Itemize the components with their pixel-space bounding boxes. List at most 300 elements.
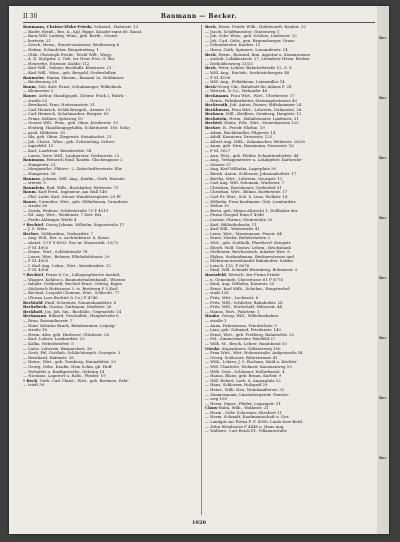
entry-details: , Frau Wirt., Lehrerin, Dahnastst. 26 — [228, 107, 302, 112]
entry-dash: — — [23, 29, 29, 34]
entry-details: anstalt, Lohkkastestr. 27, Liebahrer Herm. Becker — [210, 57, 310, 62]
entry-dash: — — [205, 328, 211, 333]
entry-details: straße 16 — [28, 328, 47, 333]
directory-entry — [23, 383, 198, 388]
entry-details: J. 5. Wins. — [28, 227, 48, 232]
entry-details: Ann, Wirt., geb. Pfeifer, Schmittendorfstr. 48 — [210, 153, 299, 158]
entry-surname: Beck — [205, 25, 216, 29]
entry-details: Helme, Schaufcher. Bergstrafeng. 1 — [28, 47, 99, 52]
entry-dash: — — [23, 103, 29, 108]
entry-details: straße 36 — [28, 204, 47, 209]
entry-details: , Gebhardine, Gerhardstr. 7 — [38, 231, 93, 236]
entry-dash: — — [205, 387, 211, 392]
entry-details: Bernhard, Hafenstr. 28 — [28, 355, 74, 360]
entry-details: , Joh. Anton, Diener, Stiftskammer 24 — [227, 103, 302, 108]
entry-details: Karl, Bibliotheksehr. 11 — [210, 222, 257, 227]
entry-dash: — — [205, 135, 211, 140]
entry-details: Henriette, Eisenstr. Kubbe 112 — [28, 61, 90, 66]
entry-details: Joh. Carl, Gebr., gen. Regensburger, Gram- — [210, 38, 296, 43]
entry-dash: — — [23, 337, 29, 342]
entry-surname: Bootzfeld — [205, 273, 226, 278]
entry-dash: — — [23, 149, 29, 154]
entry-details: Anna, geb. Dirn, Hausmann, Nesserstr. 16 — [210, 144, 294, 149]
entry-details: Joh. Christ., Wins., geb. Schwarting, Schrei- — [28, 139, 116, 144]
entry-surname: Beck — [205, 66, 216, 71]
entry-dash: — — [205, 38, 211, 43]
entry-details: Luise, Wirt., Marienmaur. Fenstr. 84 — [210, 231, 282, 236]
entry-dash: — — [205, 227, 211, 232]
entry-details: , Herm., Reisend, Ibm. Agentur u. Kommissions- — [215, 52, 312, 57]
entry-details: Fritz, Will., Schlotter, Bahnhofstr. 28 — [210, 300, 283, 305]
entry-dash: — — [205, 194, 211, 199]
entry-dash: — — [23, 70, 29, 75]
entry-details: Adam, Buchhändler, Pilgerstr. 14 — [210, 130, 276, 135]
entry-details: Elyksa, Seekaufmann, Berlinerstrasse und — [210, 254, 294, 259]
entry-dash: — — [23, 268, 29, 273]
entry-dash: — — [205, 374, 211, 379]
entry-dash: — — [23, 227, 29, 232]
entry-details: Gerh. Fel. Gottlieb, Schlächtergeh. Georgstr. 3 — [28, 351, 121, 356]
entry-dash: — — [23, 364, 29, 369]
entry-surname: Baum — [23, 84, 36, 89]
entry-surname: Beckholt — [23, 309, 43, 314]
entry-details: , Franz & Co., Lithographische Anstalt, — [43, 273, 121, 278]
entry-details: , Gustav, Gattmann, Marktstr. 26 — [46, 305, 112, 310]
entry-details: F 81 4903 — [28, 259, 49, 264]
entry-details: , Karl Ferd., Ingenieur, Am Wall 148 — [35, 190, 107, 195]
entry-details: F 81 3027 — [210, 149, 231, 154]
entry-surname: Bechtold — [23, 300, 43, 305]
entry-dash: — — [23, 172, 29, 176]
entry-details: Firma Gregorl Rum F 4946 — [210, 213, 264, 218]
entry-details: , Will., Beidlers, Gemberg, Hauptstr. 12 — [223, 112, 302, 117]
entry-dash: — — [205, 176, 211, 181]
entry-details: Christian, Bootsbauer, Gerberhof 31 — [210, 185, 282, 190]
entry-surname: * Bechtel — [23, 273, 44, 278]
entry-surname: Bauer — [23, 199, 37, 204]
entry-dash: — — [23, 38, 29, 43]
entry-details: Franz, Kellner, Spitzweg 10 — [28, 116, 83, 121]
entry-details: Lina, geb. Schmied, Friedenstr. 140 — [210, 328, 281, 333]
entry-details: Leisch. 115. F 8076 — [210, 263, 250, 268]
entry-dash: — — [205, 259, 211, 264]
entry-dash: — — [205, 222, 211, 227]
page-footer-year: 1920 — [192, 520, 206, 526]
edge-tab-label: Bec — [379, 336, 387, 340]
entry-details: , Herm., Bahnbeamter, Lindenstr. 31 — [226, 116, 299, 121]
entry-details: Fritz, Will., Wirtschaft, Hiltowstr. 44 — [210, 305, 283, 310]
entry-details: Berta, geb. Minna-Albrecht 1, Dollhaber der — [210, 208, 298, 213]
entry-dash: — — [205, 415, 211, 420]
entry-dash: — — [23, 263, 29, 268]
entry-details: Landgut zur Firma F. F. 4908, Lindo-Sarr-Bettl. — [210, 420, 304, 425]
entry-dash: — — [205, 305, 211, 310]
entry-dash: — — [205, 172, 211, 176]
entry-dash: — — [23, 98, 29, 103]
entry-details: gesd. Hilderstr. 28 — [28, 130, 65, 135]
entry-dash: — — [23, 204, 29, 209]
entry-dash: — — [23, 328, 29, 333]
entry-details: Heinr., Wirt., Schleifstraße 78 — [28, 250, 88, 255]
entry-surname: Beckhusen — [205, 107, 229, 112]
entry-dash: — — [205, 355, 211, 360]
entry-dash: — — [205, 57, 211, 62]
entry-dash: — — [205, 369, 211, 374]
entry-dash: — — [23, 167, 29, 172]
entry-details: sterstr. 5 — [28, 181, 46, 186]
entry-details: Ed. Ang. Wirt., Weidenstr. 7 Zett. Bei — [28, 213, 102, 218]
entry-details: straße 23 — [28, 98, 47, 103]
entry-dash: — — [23, 34, 29, 39]
entry-details: Emil, Will. Schmidt Wermberg, Bohnenstr. 5 — [210, 268, 298, 273]
entry-details: Aug., Verlagsmeister u. Lokalgeber. Karlsruhe- — [210, 158, 303, 163]
entry-details: Ferdu Aldringer Werfe 4 — [28, 217, 77, 222]
entry-surname: Beck — [205, 52, 216, 57]
entry-details: Karl Will., Seliner, Buchhdlr. Kleistestr. 21 — [28, 66, 112, 71]
entry-dash: — — [205, 236, 211, 241]
entry-details: Heinr., Wirt., geb. Tornberg, Hannefelstr. 29 — [28, 360, 116, 365]
entry-dash: — — [205, 208, 211, 213]
entry-dash: — — [205, 80, 211, 85]
entry-details: , Wirtsch. der Firma Friedr. — [225, 273, 281, 278]
entry-details: straße 1 — [210, 319, 227, 323]
entry-dash: — — [205, 98, 211, 103]
entry-details: Albert Aug. Wilh., Zahnmacher, Weilerstr. 26/28 — [210, 139, 305, 144]
entry-dash: — — [205, 410, 211, 415]
entry-dash: — — [23, 112, 29, 117]
entry-surname: Gieske — [205, 346, 220, 351]
entry-details: Margarethe, Plätter-: 2. Zeitschriftvertretr. Ehr. — [28, 167, 123, 172]
page-title: Baumann — Becker. — [160, 13, 238, 20]
entry-dash: — — [205, 43, 211, 48]
entry-details: , Georg Johann, Wilhelm, Sägerstraße 17 — [43, 222, 125, 227]
entry-details: weg 100 — [210, 397, 227, 402]
entry-details: , Seh. Kalv. Ernst, Schulmauger, Wilhelmsh. — [35, 84, 123, 89]
entry-details: Joh. Schr. Wins., geb. Schloss, Lindenstr. 12 — [210, 34, 297, 39]
entry-dash: — — [205, 29, 211, 34]
entry-dash: — — [23, 61, 29, 66]
entry-surname: Becksen — [205, 112, 224, 117]
page-header — [23, 12, 375, 22]
edge-tab-label: Bec — [379, 36, 387, 40]
entry-dash: — — [205, 309, 211, 314]
entry-dash: — — [205, 181, 211, 186]
entry-surname: Beckstein — [205, 116, 227, 121]
entry-details: Wirtsch. & Co., Verkaufer 48 — [210, 89, 268, 94]
entry-details: Will. Aug., Buchdr., Seebüstelwegstr. 48 — [210, 70, 290, 75]
entry-details: trieft 39 — [28, 383, 45, 388]
directory-entry — [205, 429, 375, 434]
entry-dash: — — [205, 89, 211, 94]
entry-details: Ida, geb. Ohne, Ziegenstr. Steinbachst. 21 — [28, 135, 112, 140]
entry-details: Bernhard, Frau, Heiteranetstr. 31 — [28, 103, 95, 108]
entry-details: Sächsisch Hofstrasse 3. ts. Breitweg F 5 Karl — [28, 286, 118, 291]
entry-details: (Ferma Loss Bechtel & Co.) F 4746 — [28, 296, 98, 301]
entry-dash: — — [205, 217, 211, 222]
entry-dash: — — [23, 153, 29, 158]
entry-details: Heinr., Fahrikarbeiter, Steinenpfostenwe 40 — [210, 98, 297, 103]
entry-surname: Baumann, Christa-Elsbe-Frieda — [23, 25, 92, 29]
entry-details: Zimmermann, Linzenbergerstr. Fenster- — [210, 392, 290, 397]
entry-details: Ibsen, Guth, Spinnert, Lomanderstr. 14 — [210, 47, 288, 52]
entry-dash: — — [23, 236, 29, 241]
entry-details: Wagner, Kohlen u. Baumaterialienhandl., Wurzen — [28, 277, 126, 282]
entry-details: Frau Wirt., Wirt. Hohenstraße, Aufgestraße 54 — [210, 351, 303, 356]
entry-details: -Holm, Wilh., Wolkestr. 21 — [217, 406, 269, 411]
entry-dash: — — [205, 231, 211, 236]
entry-details: Aug. Karl Wilhelm, Lagerplatz 50 — [210, 167, 277, 172]
entry-dash: — — [205, 392, 211, 397]
entry-details: Wilh. M., Bruch, Lehrer, Raninbund 10 — [210, 341, 287, 346]
entry-details: Walbers, Curt Reich Pf., Villanurstraße — [210, 429, 287, 434]
edge-tab-label: Bec — [379, 456, 387, 460]
entry-dash: — — [205, 296, 211, 301]
entry-details: Hedwig, Handlungsgehilfin, Schleitorstr. 185. Ecke — [28, 126, 130, 131]
entry-dash: — — [23, 332, 29, 337]
entry-details: Wilh. Gest., Schlosser, Hollerbastst. 4 — [210, 369, 285, 374]
entry-dash: — — [205, 351, 211, 356]
entry-details: Aug. Will., Bot. u. Architekturst. 8, Rosat. — [28, 236, 111, 241]
entry-details: , Emma, Hausm., Bauamt 2a, Holdiniser — [44, 75, 124, 80]
entry-details: Georg, Gebr., Kaufm. Hein Schm. gb. Hoff. — [28, 364, 113, 369]
entry-dash: — — [205, 268, 211, 273]
entry-details: Hungerstr. 21 — [28, 162, 56, 167]
entry-details: Carl Aug. Will. Schoman, Winterstr. 7 — [210, 181, 285, 186]
entry-details: Herm. Mgwr., Pfeifer, Leipzigstr. 31 — [210, 401, 281, 406]
entry-details: , Peter, Lehrer, Bahnhofstraße 12, S. 8 — [215, 66, 292, 71]
entry-details: , B., Friedr. Ehrhm. 19 — [220, 126, 265, 131]
entry-details: Hanns, Wirt., Fahrtenr. 1 — [210, 309, 260, 314]
entry-dash: — — [205, 254, 211, 259]
entry-dash: — — [23, 57, 29, 62]
entry-details: Hungerstr. 26 — [28, 172, 56, 176]
entry-dash: — — [205, 204, 211, 209]
entry-details: u. Gemeinde, Cheestrasse 61 F 8776 — [210, 277, 283, 282]
entry-dash: — — [205, 185, 211, 190]
entry-details: Karl Will., Wins., geb. Bergold, Gerbeshdlstr. — [28, 70, 117, 75]
entry-details: Inhabr: Gebhardt, Bechtel Ernst, Gehrig, Eigen — [28, 282, 122, 287]
entry-details: Ernst, Wirt., geb. Frelberg, Bahnhofstr. 52 — [210, 332, 295, 337]
entry-dash: — — [23, 162, 29, 167]
entry-dash: — — [23, 194, 29, 199]
entry-details: , Rud. Wilh., Buchhalter, Weberstr. 73 — [44, 185, 119, 190]
entry-details: Beckenweg 28 — [28, 80, 57, 85]
entry-details: Bernh. Anton, Schlosser, Johannahoftstr. 17 — [210, 172, 297, 176]
right-column — [205, 25, 375, 515]
entry-dash: — — [205, 360, 211, 365]
entry-dash: — — [23, 126, 29, 131]
entry-details: Alexst. 13 F 8 4903. Par.-nr. Hauswirtk. 15/73 — [28, 240, 119, 245]
entry-details: Erna, Reisenduerstr. 7 — [28, 319, 73, 323]
entry-dash: — — [23, 369, 29, 374]
entry-details: Herm. Schmidt, Kaufmannschaft u. Ges. — [210, 415, 290, 420]
entry-details: Hans Valentin Bruck, Bahnbeamter, Leipzig- — [28, 323, 116, 328]
entry-details: Will. Aug., Fellahkenn. Leinemiller 14 — [210, 80, 285, 85]
entry-dash: — — [205, 383, 211, 388]
entry-surname: Bechtel — [205, 121, 222, 126]
entry-details: Carl Heinrich, Schuhmacher, Bergstr. 83 — [28, 112, 109, 117]
entry-dash: — — [205, 401, 211, 406]
entry-details: Carl Heinrich, Schlächtergeh., Armstr. 12 — [28, 107, 111, 112]
entry-details: , Schneid., Hafenstr. 13 — [91, 25, 139, 29]
entry-details: Phil. Ludw. Karl, Steuer Handelsregister, 29 Pf. — [28, 194, 122, 199]
entry-dash: — — [205, 70, 211, 75]
entry-dash: — — [23, 181, 29, 186]
entry-dash: — — [205, 429, 211, 434]
entry-details: Weber 10 — [210, 204, 229, 209]
left-column — [23, 25, 198, 515]
entry-details: Laura, Verw. Will., Laufgerster. Gerbsorstr. 23 — [28, 153, 120, 158]
entry-dash: — — [205, 397, 211, 402]
entry-dash: — — [205, 364, 211, 369]
entry-details: , Arthur, Handlgsgeh. (Zeinw. Fisch.), Fahrh.-. — [36, 93, 127, 98]
entry-details: Christian, Wirt., Bühne, Kurfürststr. 17 — [210, 190, 288, 195]
entry-details: Nicolaus, Lagerort u. Ratb., Flieder. 19 — [28, 374, 106, 379]
entry-surname: Becher — [23, 231, 39, 236]
entry-details: F 81 4903 — [28, 245, 49, 250]
entry-details: -Georg Chr., Bahnhoft für Adams F. 28 — [215, 84, 292, 89]
edge-tab-label: Bec — [379, 276, 387, 280]
entry-details: , Cornelius, Wirt., geb. Wilhelmsen, Grundsstr. — [36, 199, 129, 204]
entry-details: Fel., Zimmermeister, Fahrfeld 27 — [210, 337, 276, 342]
entry-dash: — — [205, 337, 211, 342]
entry-details: , Johann, Will. Ang., Kaufm., Gerb. Hausäe- — [40, 176, 126, 181]
entry-dash: — — [205, 199, 211, 204]
entry-details: Laura, Wirt., Belzner, Pflickelsfohnstr. 29 — [28, 254, 110, 259]
entry-surname: Baumann — [23, 158, 44, 163]
entry-details: Elektromotorenhandel Bahnhofstr. Salzke. — [210, 259, 294, 264]
entry-dash: — — [205, 291, 211, 296]
entry-dash: — — [23, 282, 29, 287]
entry-details: Heinr., Wilh. Neu, Weinhandlerstr. 33 — [210, 387, 285, 392]
entry-surname: Baumeier — [23, 75, 45, 80]
entry-details: Luise, Lehrerin, Bismarckstr. 36 — [28, 346, 92, 351]
edge-tab-label: Bec — [379, 396, 387, 400]
entry-details: kortestr. 21 — [28, 38, 51, 43]
column-divider — [201, 25, 202, 515]
entry-dash: — — [205, 323, 211, 328]
entry-dash: — — [23, 346, 29, 351]
entry-details: , Gerh. Carl Christ., Wirt., geb. Bremers, Fahr- — [37, 378, 130, 383]
entry-details: Anna, Fahrstrasse, Friedrichstr. 9 — [210, 323, 277, 328]
entry-surname: Beck — [205, 84, 216, 89]
entry-dash: — — [205, 286, 211, 291]
entry-surname: Beckerath — [205, 103, 228, 108]
entry-dash: — — [205, 47, 211, 52]
entry-dash: — — [205, 341, 211, 346]
entry-details: Glüh. Christoph Friedr., Wichl Will., Weyg. — [28, 52, 113, 57]
entry-dash: — — [23, 341, 29, 346]
entry-dash: — — [205, 34, 211, 39]
entry-details: Leonor, Ohruns, Steinstraße 25 — [210, 217, 273, 222]
entry-details: Hans, Schlosser, Holzgraf 29 — [210, 383, 268, 388]
entry-details: Wohnfels u. Kraftgewerbe, Gehring 14 — [28, 369, 105, 374]
entry-dash: — — [23, 355, 29, 360]
entry-details: F 81 4908 — [28, 268, 49, 273]
entry-dash: — — [205, 240, 211, 245]
entry-details: Ernst, Nieder, Beßelertatten 2 — [210, 236, 271, 241]
entry-details: Fritz, Wirt., Lochesstr. 6 — [210, 296, 259, 301]
entry-details: , Frau Wirt., Wirt., Überberstr. 17 — [228, 93, 295, 98]
entry-details: Strasse 37 — [210, 162, 232, 167]
entry-surname: Claus — [205, 406, 218, 411]
entry-dash: — — [23, 121, 29, 126]
entry-dash: — — [23, 116, 29, 121]
entry-dash: — — [205, 61, 211, 66]
entry-details: I. Karl Aug. Lehm., Wirt., Kornbendstr. 12 — [28, 263, 111, 268]
entry-dash: — — [205, 158, 211, 163]
entry-details: , Heinr., Prfr., Wirt., Steuerkassem 120 — [221, 121, 299, 126]
entry-surname: Beckebeck — [23, 305, 47, 310]
entry-dash: — — [23, 351, 29, 356]
entry-details: Gustav Will., Wins., geb. Ohne, Kreiberstr. 19 — [28, 121, 118, 126]
entry-details: , Herm. Friedr. Wilh., Hofsteuerft, Kaufstr. 32 — [215, 25, 306, 29]
entry-surname: * Beck — [23, 378, 38, 383]
entry-dash: — — [23, 319, 29, 323]
entry-dash: — — [205, 263, 211, 268]
entry-dash: — — [23, 296, 29, 301]
entry-dash: — — [23, 374, 29, 379]
entry-details: Adolf, Kassierer, Drossestr. 123 — [210, 135, 273, 140]
entry-dash: — — [23, 144, 29, 149]
entry-details: Wilh., Lehrer, J. 5. Bochum, Wald u. Küchler — [210, 360, 297, 365]
entry-dash: — — [23, 250, 29, 255]
entry-details: Jacob, Schiffsmeister, Gratenweg 1 — [210, 29, 280, 34]
entry-dash: — — [23, 135, 29, 140]
entry-dash: — — [23, 47, 29, 52]
entry-dash: — — [205, 190, 211, 195]
entry-details: , Georg, Will., Wilhelmshaben- — [219, 314, 280, 319]
entry-details: Carl Fr. Wirt., Sch. 6, Lenz, Wolkstr. 18 — [210, 194, 288, 199]
entry-dash: — — [23, 291, 29, 296]
entry-details: F 81 4198 — [210, 75, 231, 80]
entry-dash: — — [205, 250, 211, 255]
entry-dash: — — [205, 162, 211, 167]
entry-dash: — — [205, 424, 211, 429]
entry-surname: Hanke — [205, 314, 220, 319]
entry-details: Herm., Gebr. Schreiner, Sherbert 11 — [210, 410, 283, 415]
entry-details: ingerfeld. 10 — [28, 144, 54, 149]
entry-dash: — — [205, 319, 211, 323]
entry-details: Wilhelm, Frau Kaufmann: Geb. Lombardstr. — [210, 199, 297, 204]
entry-dash: — — [23, 383, 29, 388]
entry-details: Bertha, Wirt., Lehrerin, Georgstr. 12 — [210, 176, 283, 181]
entry-dash: — — [23, 43, 29, 48]
entry-dash: — — [205, 282, 211, 287]
entry-dash: — — [23, 217, 29, 222]
entry-dash: — — [205, 144, 211, 149]
entry-details: , Kopenhorer, Gehbestweg 100 — [219, 346, 281, 351]
entry-details: Schauberster, Kaufstr. 12 — [210, 43, 261, 48]
entry-details: Baus Will. Ludwig, Wins., geb. Berth., Grund- — [28, 34, 119, 39]
entry-details: Herm. Alex, geb. Harbeorr, Glücksstr. 26 — [28, 332, 109, 337]
entry-dash: — — [205, 149, 211, 154]
entry-surname: Becker — [205, 126, 221, 131]
entry-dash: — — [205, 75, 211, 80]
edge-tab-label: Bec — [379, 156, 387, 160]
entry-details: Will. Charlotte, Wohnstr. Kanonenweg 10 — [210, 364, 292, 369]
entry-details: Karl Will., Weinstraße 41 — [210, 227, 260, 232]
entry-dash: — — [23, 286, 29, 291]
entry-details: Georg, Schlosser, Ritterstrasse 41 — [210, 355, 278, 360]
entry-dash: — — [205, 332, 211, 337]
entry-details: Gesch. Herm., Steuer-Assistent, Weidenweg 4 — [28, 43, 119, 48]
entry-surname: Beckmann — [23, 314, 47, 319]
entry-surname: Baum — [23, 190, 36, 195]
entry-dash: — — [23, 107, 29, 112]
entry-details: Emil, Aug. Wilhelm, Käserstr. 25 — [210, 282, 275, 287]
entry-details: Stellenrat, Reichssitzeh, Inhaber Wirt. 8 — [210, 250, 290, 255]
